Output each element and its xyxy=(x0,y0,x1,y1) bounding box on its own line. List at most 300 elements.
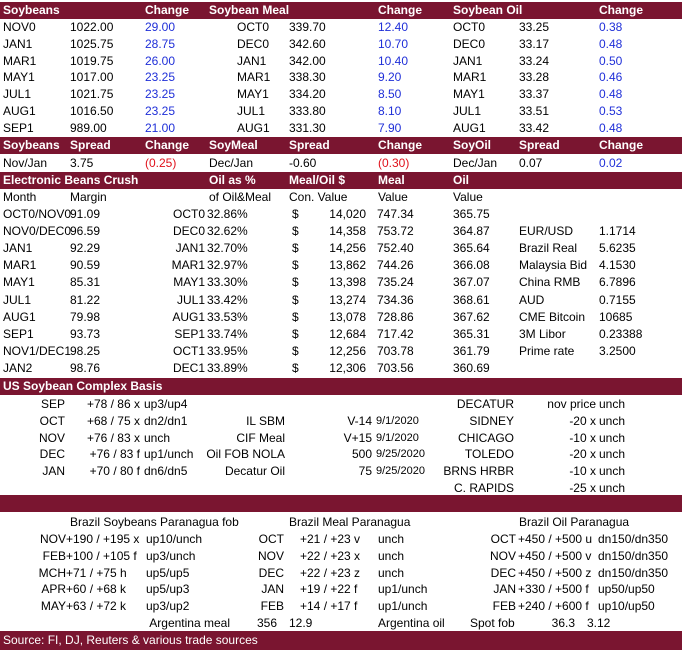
month-cell: SEP1 xyxy=(174,326,205,341)
change-cell: 29.00 xyxy=(145,20,176,34)
oil-pct-cell: 32.86% xyxy=(207,207,248,221)
month-cell: OCT xyxy=(490,532,516,546)
fx-value-cell: 6.7896 xyxy=(599,275,636,290)
product-cell: CIF Meal xyxy=(236,430,285,445)
month-cell: DEC0 xyxy=(172,224,205,239)
month-cell: MAR1 xyxy=(237,70,271,85)
meal-value-cell: 744.26 xyxy=(377,258,414,273)
change-cell: up10/unch xyxy=(146,532,203,546)
change-cell: 12.40 xyxy=(378,20,409,34)
crush-row xyxy=(0,223,682,240)
month-subheader: Month xyxy=(3,190,37,204)
product-cell: Decatur Oil xyxy=(224,464,285,479)
location-basis-cell: -10 x xyxy=(569,464,596,479)
change-cell: 0.53 xyxy=(599,104,623,118)
change-cell: unch xyxy=(378,565,405,580)
change-cell: up10/up50 xyxy=(598,599,655,614)
month-cell: AUG1 xyxy=(237,120,270,135)
brazil-header-row xyxy=(0,514,682,531)
spread-change-cell: (0.30) xyxy=(378,156,410,170)
argentina-oil-change: 3.12 xyxy=(587,616,611,630)
basis-row xyxy=(0,396,682,413)
price-cell: 339.70 xyxy=(289,20,326,34)
spread-soyoil-header: SoyOil xyxy=(453,138,492,152)
fx-label-cell: Brazil Real xyxy=(519,241,578,256)
futures-row xyxy=(0,120,682,137)
futures-row xyxy=(0,36,682,53)
change-cell: 23.25 xyxy=(145,87,176,102)
month-cell: DEC1 xyxy=(172,360,205,375)
month-cell: MAR1 xyxy=(3,258,37,273)
price-cell: 1019.75 xyxy=(70,53,114,68)
margin-cell: 90.59 xyxy=(70,258,101,273)
location-change-cell: unch xyxy=(599,413,626,428)
oil-pct-cell: 32.70% xyxy=(207,241,248,256)
meal-value-cell: 703.78 xyxy=(377,343,414,358)
con-value-cell: 13,274 xyxy=(329,292,366,307)
fx-label-cell: China RMB xyxy=(519,275,581,290)
spread-soyoil-change-header: Change xyxy=(599,138,644,152)
location-basis-cell: -20 x xyxy=(569,413,596,428)
month-cell: MCH xyxy=(38,565,66,580)
month-cell: APR xyxy=(41,582,66,597)
brazil-row xyxy=(0,531,682,548)
margin-cell: 85.31 xyxy=(70,275,101,290)
spreads-row xyxy=(0,155,682,172)
change-cell: dn150/dn350 xyxy=(598,548,669,563)
month-cell: JUL1 xyxy=(237,104,266,118)
basis-cell: +70 / 80 f xyxy=(89,464,140,479)
change-cell: 0.46 xyxy=(599,70,623,85)
month-cell: JAN xyxy=(493,582,516,597)
month-cell: JUL1 xyxy=(176,292,205,307)
location-cell: DECATUR xyxy=(456,397,514,411)
price-cell: 1017.00 xyxy=(70,70,114,85)
currency-cell: $ xyxy=(292,224,299,239)
price-cell: 33.42 xyxy=(519,120,550,135)
basis-value-cell: V+15 xyxy=(343,430,372,445)
currency-cell: $ xyxy=(292,207,299,221)
change-cell: 8.50 xyxy=(378,87,402,102)
price-cell: 333.80 xyxy=(289,104,326,118)
fx-value-cell: 10685 xyxy=(599,309,633,324)
fx-value-cell: 0.23388 xyxy=(599,326,643,341)
oil-value-cell: 367.07 xyxy=(453,275,490,290)
fx-value-cell: 5.6235 xyxy=(599,241,636,256)
date-cell: 9/25/2020 xyxy=(376,448,425,461)
crush-row xyxy=(0,326,682,343)
basis-value-cell: 75 xyxy=(358,464,372,479)
month-cell: MAY1 xyxy=(3,275,35,290)
month-cell: JAN xyxy=(42,464,65,479)
change-cell: 9.20 xyxy=(378,70,402,85)
change-cell: 7.90 xyxy=(378,120,402,135)
meal-value-header: Meal xyxy=(378,173,405,187)
fx-value-cell: 0.7155 xyxy=(599,292,636,307)
argentina-meal-label: Argentina meal xyxy=(149,616,230,630)
oil-pct-cell: 32.62% xyxy=(207,224,248,239)
basis-row xyxy=(0,430,682,447)
argentina-oil-label: Argentina oil xyxy=(378,616,445,630)
change-cell: 0.50 xyxy=(599,53,623,68)
source-footer: Source: FI, DJ, Reuters & various trade sources xyxy=(0,631,682,650)
margin-cell: 96.59 xyxy=(70,224,101,239)
price-cell: 33.51 xyxy=(519,104,550,118)
currency-cell: $ xyxy=(292,360,299,375)
date-cell: 9/1/2020 xyxy=(376,431,419,444)
meal-value-cell: 703.56 xyxy=(377,360,414,375)
location-basis-cell: -10 x xyxy=(569,430,596,445)
price-cell: 334.20 xyxy=(289,87,326,102)
month-cell: FEB xyxy=(260,599,284,614)
price-cell: 33.24 xyxy=(519,53,550,68)
month-cell: DEC xyxy=(490,565,516,580)
con-value-cell: 13,862 xyxy=(329,258,366,273)
meal-value-cell: 747.34 xyxy=(377,207,414,221)
crush-header-bar xyxy=(0,172,682,189)
price-cell: 1016.50 xyxy=(70,104,114,118)
margin-cell: 98.76 xyxy=(70,360,101,375)
margin-cell: 81.22 xyxy=(70,292,101,307)
brazil-row xyxy=(0,598,682,615)
crush-row xyxy=(0,257,682,274)
currency-cell: $ xyxy=(292,309,299,324)
location-change-cell: unch xyxy=(599,397,626,411)
soybeans-change-header: Change xyxy=(145,3,190,17)
futures-row xyxy=(0,69,682,86)
change-cell: unch xyxy=(378,532,405,546)
con-value-subheader: Con. Value xyxy=(289,190,348,204)
month-cell: MAY1 xyxy=(3,70,35,85)
futures-row xyxy=(0,103,682,120)
oil-value-cell: 365.31 xyxy=(453,326,490,341)
month-cell: OCT1 xyxy=(172,343,205,358)
futures-row xyxy=(0,86,682,103)
argentina-row xyxy=(0,615,682,632)
fx-label-cell: Malaysia Bid xyxy=(519,258,588,273)
currency-cell: $ xyxy=(292,292,299,307)
con-value-cell: 14,020 xyxy=(329,207,366,221)
month-cell: MAR1 xyxy=(171,258,205,273)
fx-label-cell: 3M Libor xyxy=(519,326,566,341)
brazil-soybeans-header: Brazil Soybeans Paranagua fob xyxy=(70,515,239,529)
location-cell: C. RAPIDS xyxy=(453,481,514,495)
oil-value-header: Oil xyxy=(453,173,470,187)
futures-row xyxy=(0,19,682,36)
brazil-row xyxy=(0,581,682,598)
oil-value-cell: 365.64 xyxy=(453,241,490,256)
location-change-cell: unch xyxy=(599,447,626,462)
soymeal-header: Soybean Meal xyxy=(209,3,290,17)
basis-cell: +14 / +17 f xyxy=(300,599,358,614)
margin-cell: 93.73 xyxy=(70,326,101,341)
brazil-row xyxy=(0,565,682,582)
oil-value-subheader: Value xyxy=(453,190,483,204)
month-cell: NOV0 xyxy=(3,20,36,34)
crush-title: Electronic Beans Crush xyxy=(3,173,139,187)
basis-cell: +19 / +22 f xyxy=(300,582,358,597)
currency-cell: $ xyxy=(292,275,299,290)
spread-soybeans-change-header: Change xyxy=(145,138,190,152)
con-value-cell: 13,398 xyxy=(329,275,366,290)
basis-cell: +22 / +23 z xyxy=(300,565,361,580)
change-cell: 0.48 xyxy=(599,120,623,135)
month-cell: SEP1 xyxy=(3,326,34,341)
change-cell: 26.00 xyxy=(145,53,176,68)
month-cell: NOV0/DEC0 xyxy=(3,224,72,239)
month-cell: JAN xyxy=(261,582,284,597)
argentina-meal-change: 12.9 xyxy=(289,616,313,630)
change-cell: 0.48 xyxy=(599,36,623,51)
change-cell: 23.25 xyxy=(145,70,176,85)
oil-pct-cell: 33.74% xyxy=(207,326,248,341)
con-value-cell: 14,358 xyxy=(329,224,366,239)
month-cell: NOV xyxy=(489,548,516,563)
meal-value-cell: 728.86 xyxy=(377,309,414,324)
change-cell: 21.00 xyxy=(145,120,176,135)
crush-row xyxy=(0,240,682,257)
change-cell: dn150/dn350 xyxy=(598,532,669,546)
month-cell: MAY xyxy=(40,599,66,614)
change-cell: up50/up50 xyxy=(598,582,655,597)
soybeans-header: Soybeans xyxy=(3,3,60,17)
month-cell: AUG1 xyxy=(3,104,36,118)
soyoil-change-header: Change xyxy=(599,3,644,17)
spread-cell: Dec/Jan xyxy=(453,156,498,170)
price-cell: 1021.75 xyxy=(70,87,114,102)
argentina-oil-spot-label: Spot fob xyxy=(470,616,515,630)
oil-pct-cell: 33.95% xyxy=(207,343,248,358)
spread-change-cell: 0.02 xyxy=(599,156,623,170)
meal-value-cell: 735.24 xyxy=(377,275,414,290)
basis-title: US Soybean Complex Basis xyxy=(3,379,163,393)
month-cell: NOV1/DEC1 xyxy=(3,343,72,358)
fx-value-cell: 3.2500 xyxy=(599,343,636,358)
basis-row xyxy=(0,463,682,480)
change-cell: unch xyxy=(144,430,171,445)
basis-cell: +21 / +23 v xyxy=(300,532,361,546)
basis-value-cell: 500 xyxy=(351,447,372,462)
con-value-cell: 13,078 xyxy=(329,309,366,324)
change-cell: dn150/dn350 xyxy=(598,565,669,580)
crush-row xyxy=(0,292,682,309)
change-cell: up3/up4 xyxy=(144,397,188,411)
month-cell: FEB xyxy=(492,599,516,614)
basis-cell: +240 / +600 f xyxy=(518,599,589,614)
soymeal-change-header: Change xyxy=(378,3,423,17)
currency-cell: $ xyxy=(292,343,299,358)
spread-cell: Nov/Jan xyxy=(3,156,48,170)
location-cell: CHICAGO xyxy=(457,430,514,445)
price-cell: 1025.75 xyxy=(70,36,114,51)
location-change-cell: unch xyxy=(599,481,626,495)
change-cell: up3/unch xyxy=(146,548,196,563)
basis-header-bar xyxy=(0,378,682,395)
price-cell: 33.37 xyxy=(519,87,550,102)
location-change-cell: unch xyxy=(599,430,626,445)
spread-cell: 0.07 xyxy=(519,156,543,170)
product-cell: Oil FOB NOLA xyxy=(206,447,285,462)
location-basis-cell: -20 x xyxy=(569,447,596,462)
month-cell: NOV xyxy=(38,430,65,445)
argentina-oil-value: 36.3 xyxy=(551,616,575,630)
oil-pct-cell: 33.53% xyxy=(207,309,248,324)
change-cell: up1/unch xyxy=(378,582,428,597)
crush-row xyxy=(0,343,682,360)
month-cell: AUG1 xyxy=(453,120,486,135)
price-cell: 1022.00 xyxy=(70,20,114,34)
month-cell: MAY1 xyxy=(237,87,269,102)
crush-subheader xyxy=(0,189,682,206)
spread-cell: -0.60 xyxy=(289,156,317,170)
basis-cell: +330 / +500 f xyxy=(518,582,589,597)
month-cell: NOV xyxy=(39,532,66,546)
location-basis-cell: nov price xyxy=(547,397,596,411)
section-divider-bar xyxy=(0,495,682,512)
oil-value-cell: 365.75 xyxy=(453,207,490,221)
month-cell: SEP1 xyxy=(3,120,34,135)
month-cell: JAN1 xyxy=(237,53,267,68)
month-cell: DEC xyxy=(39,447,65,462)
month-cell: JUL1 xyxy=(453,104,482,118)
meal-oil-header: Meal/Oil $ xyxy=(289,173,346,187)
month-cell: MAY1 xyxy=(453,87,485,102)
month-cell: AUG1 xyxy=(3,309,36,324)
change-cell: up5/up5 xyxy=(146,565,190,580)
month-cell: NOV xyxy=(257,548,284,563)
meal-value-cell: 717.42 xyxy=(377,326,414,341)
crush-row xyxy=(0,206,682,223)
basis-cell: +78 / 86 x xyxy=(86,397,140,411)
crush-row xyxy=(0,309,682,326)
soyoil-header: Soybean Oil xyxy=(453,3,523,17)
oil-pct-cell: 33.42% xyxy=(207,292,248,307)
futures-header-bar xyxy=(0,2,682,19)
oil-pct-header: Oil as % xyxy=(209,173,256,187)
change-cell: 8.10 xyxy=(378,104,402,118)
basis-cell: +450 / +500 v xyxy=(518,548,592,563)
basis-cell: +22 / +23 x xyxy=(300,548,361,563)
oil-value-cell: 364.87 xyxy=(453,224,490,239)
month-cell: OCT0 xyxy=(172,207,205,221)
month-cell: JAN1 xyxy=(3,241,33,256)
spread-soybeans-header: Soybeans xyxy=(3,138,60,152)
oil-pct-cell: 32.97% xyxy=(207,258,248,273)
crush-row xyxy=(0,360,682,377)
month-cell: JAN1 xyxy=(3,36,33,51)
meal-value-subheader: Value xyxy=(378,190,408,204)
change-cell: up5/up3 xyxy=(146,582,190,597)
product-cell: IL SBM xyxy=(246,413,285,428)
month-cell: AUG1 xyxy=(172,309,205,324)
margin-cell: 92.29 xyxy=(70,241,101,256)
month-cell: MAY1 xyxy=(173,275,205,290)
month-cell: DEC xyxy=(258,565,284,580)
price-cell: 33.17 xyxy=(519,36,550,51)
fx-label-cell: EUR/USD xyxy=(519,224,574,239)
price-cell: 342.60 xyxy=(289,36,326,51)
argentina-meal-value: 356 xyxy=(256,616,277,630)
con-value-cell: 12,306 xyxy=(329,360,366,375)
fx-value-cell: 1.1714 xyxy=(599,224,636,239)
basis-cell: +60 / +68 k xyxy=(66,582,127,597)
meal-value-cell: 752.40 xyxy=(377,241,414,256)
month-cell: DEC0 xyxy=(237,36,270,51)
price-cell: 338.30 xyxy=(289,70,326,85)
location-cell: SIDNEY xyxy=(469,413,514,428)
spread-cell: 3.75 xyxy=(70,156,94,170)
margin-cell: 98.25 xyxy=(70,343,101,358)
price-cell: 342.00 xyxy=(289,53,326,68)
change-cell: 23.25 xyxy=(145,104,176,118)
month-cell: OCT0 xyxy=(453,20,486,34)
basis-cell: +450 / +500 z xyxy=(518,565,592,580)
spread-soymeal-spread-header: Spread xyxy=(289,138,330,152)
spread-soybeans-spread-header: Spread xyxy=(70,138,111,152)
fx-value-cell: 4.1530 xyxy=(599,258,636,273)
oil-value-cell: 367.62 xyxy=(453,309,490,324)
futures-row xyxy=(0,53,682,70)
basis-cell: +76 / 83 f xyxy=(89,447,140,462)
spread-soymeal-change-header: Change xyxy=(378,138,423,152)
spread-soyoil-spread-header: Spread xyxy=(519,138,560,152)
margin-cell: 91.09 xyxy=(70,207,101,221)
oil-value-cell: 368.61 xyxy=(453,292,490,307)
change-cell: up3/up2 xyxy=(146,599,190,614)
fx-label-cell: AUD xyxy=(519,292,545,307)
margin-subheader: Margin xyxy=(70,190,107,204)
month-cell: OCT0/NOV0 xyxy=(3,207,72,221)
location-change-cell: unch xyxy=(599,464,626,479)
spread-soymeal-header: SoyMeal xyxy=(209,138,258,152)
price-cell: 33.25 xyxy=(519,20,550,34)
month-cell: MAR1 xyxy=(453,70,487,85)
brazil-row xyxy=(0,548,682,565)
change-cell: 10.70 xyxy=(378,36,409,51)
price-cell: 33.28 xyxy=(519,70,550,85)
basis-row xyxy=(0,446,682,463)
currency-cell: $ xyxy=(292,326,299,341)
spread-cell: Dec/Jan xyxy=(209,156,254,170)
fx-label-cell: CME Bitcoin xyxy=(519,309,586,324)
price-cell: 331.30 xyxy=(289,120,326,135)
oil-pct-cell: 33.30% xyxy=(207,275,248,290)
meal-value-cell: 753.72 xyxy=(377,224,414,239)
location-basis-cell: -25 x xyxy=(569,481,596,495)
basis-cell: +190 / +195 x xyxy=(66,532,140,546)
fx-label-cell: Prime rate xyxy=(519,343,575,358)
basis-cell: +68 / 75 x xyxy=(86,413,140,428)
location-cell: TOLEDO xyxy=(464,447,514,462)
month-cell: JAN1 xyxy=(175,241,205,256)
oil-meal-subheader: of Oil&Meal xyxy=(209,190,272,204)
change-cell: 0.38 xyxy=(599,20,623,34)
spreads-header-bar xyxy=(0,137,682,154)
month-cell: OCT0 xyxy=(237,20,270,34)
month-cell: OCT xyxy=(258,532,284,546)
oil-value-cell: 366.08 xyxy=(453,258,490,273)
margin-cell: 79.98 xyxy=(70,309,101,324)
oil-value-cell: 361.79 xyxy=(453,343,490,358)
basis-cell: +100 / +105 f xyxy=(66,548,137,563)
basis-row xyxy=(0,413,682,430)
basis-cell: +76 / 83 x xyxy=(86,430,140,445)
currency-cell: $ xyxy=(292,241,299,256)
date-cell: 9/25/2020 xyxy=(376,465,425,478)
basis-cell: +63 / +72 k xyxy=(66,599,127,614)
month-cell: JUL1 xyxy=(3,87,32,102)
change-cell: 0.48 xyxy=(599,87,623,102)
